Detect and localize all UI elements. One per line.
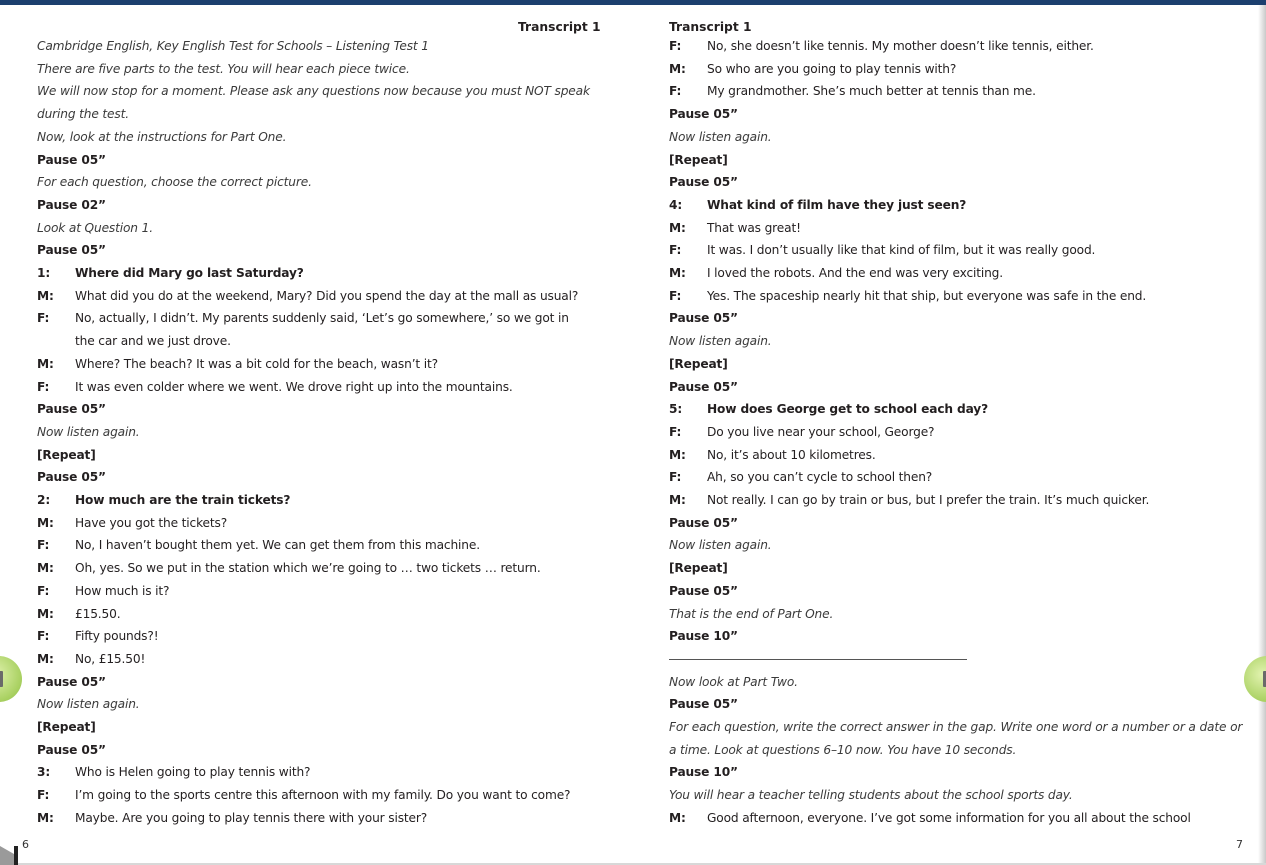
speaker-label: M:: [37, 561, 54, 576]
cue-text: Pause 05”: [669, 515, 738, 530]
speaker-label: M:: [669, 61, 686, 76]
speaker-label: M:: [37, 288, 54, 303]
instruction-text: during the test.: [37, 107, 129, 122]
speaker-label: M:: [37, 606, 54, 621]
cue-text: Pause 05”: [37, 152, 106, 167]
cue-text: Pause 10”: [669, 765, 738, 780]
speech-text: I loved the robots. And the end was very exciting.: [707, 266, 1003, 280]
cue-text: Pause 05”: [37, 470, 106, 485]
dialogue-line: [37, 287, 578, 305]
speaker-label: F:: [669, 470, 682, 485]
dialogue-line: [669, 219, 801, 237]
dialogue-line: [37, 514, 227, 532]
instruction-text: Now look at Part Two.: [669, 674, 798, 689]
cue-text: Pause 05”: [669, 697, 738, 712]
dialogue-line: [37, 536, 480, 554]
cue-text: Pause 05”: [669, 583, 738, 598]
cue-text: Pause 02”: [37, 197, 106, 212]
cue-text: Pause 10”: [669, 629, 738, 644]
speech-text: What did you do at the weekend, Mary? Did you spend the day at the mall as usual?: [75, 288, 579, 303]
instruction-text: For each question, choose the correct picture.: [37, 175, 312, 190]
cue-text: Pause 05”: [669, 107, 738, 122]
next-page-button[interactable]: [1244, 656, 1266, 702]
dialogue-line: [37, 582, 169, 600]
dialogue-line: [37, 809, 427, 827]
question-line: [37, 763, 310, 781]
page-edge-shadow: [1258, 5, 1266, 865]
instruction-text: We will now stop for a moment. Please ask any questions now because you must NOT speak: [37, 84, 590, 99]
speech-text: No, £15.50!: [75, 651, 146, 666]
cue-text: Pause 05”: [37, 402, 106, 417]
instruction-text: Now listen again.: [669, 129, 772, 144]
question-text: Where did Mary go last Saturday?: [75, 266, 304, 280]
instruction-text: Cambridge English, Key English Test for Schools – Listening Test 1: [37, 39, 429, 53]
speech-text: Where? The beach? It was a bit cold for the beach, wasn’t it?: [75, 356, 438, 371]
cue-text: Pause 05”: [37, 243, 106, 258]
dialogue-line: [37, 309, 569, 327]
question-number: 4:: [669, 197, 683, 212]
speech-text: Good afternoon, everyone. I’ve got some information for you all about the school: [707, 810, 1191, 825]
question-number: 5:: [669, 402, 683, 417]
question-line: [669, 196, 966, 214]
speaker-label: F:: [669, 84, 682, 99]
speech-text: No, I haven’t bought them yet. We can get them from this machine.: [75, 538, 480, 553]
speech-text: Oh, yes. So we put in the station which we’re going to … two tickets … return.: [75, 561, 541, 576]
speech-text: That was great!: [707, 220, 801, 235]
previous-page-button[interactable]: [0, 656, 22, 702]
cue-text: Pause 05”: [669, 175, 738, 190]
speaker-label: F:: [669, 39, 682, 53]
cue-text: Pause 05”: [37, 742, 106, 757]
speech-text: Ah, so you can’t cycle to school then?: [707, 470, 933, 485]
question-line: [37, 264, 304, 282]
page-heading: Transcript 1: [669, 20, 752, 34]
dialogue-continuation: the car and we just drove.: [75, 334, 231, 349]
speaker-label: F:: [669, 288, 682, 303]
dialogue-line: [37, 378, 513, 396]
speech-text: No, it’s about 10 kilometres.: [707, 447, 876, 462]
dialogue-line: [37, 650, 145, 668]
question-line: [669, 400, 988, 418]
speech-text: My grandmother. She’s much better at tennis than me.: [707, 84, 1036, 99]
dialogue-line: [669, 82, 1036, 100]
speaker-label: F:: [37, 311, 50, 326]
instruction-text: Now listen again.: [37, 697, 140, 712]
speaker-label: F:: [669, 424, 682, 439]
dialogue-line: [669, 468, 932, 486]
top-bar: [0, 0, 1266, 5]
speaker-label: F:: [669, 243, 682, 258]
dialogue-line: [37, 605, 120, 623]
instruction-text: Now listen again.: [37, 424, 140, 439]
speaker-label: M:: [37, 651, 54, 666]
speaker-label: M:: [37, 356, 54, 371]
instruction-text: That is the end of Part One.: [669, 606, 834, 621]
speaker-label: M:: [669, 220, 686, 235]
cue-text: [Repeat]: [669, 152, 728, 167]
cue-text: Pause 05”: [37, 674, 106, 689]
instruction-text: Look at Question 1.: [37, 220, 153, 235]
dialogue-line: [669, 60, 956, 78]
speech-text: £15.50.: [75, 606, 121, 621]
speech-text: Maybe. Are you going to play tennis there with your sister?: [75, 810, 428, 825]
page-number: 6: [22, 838, 29, 851]
speech-text: I’m going to the sports centre this afternoon with my family. Do you want to come?: [75, 788, 571, 803]
instruction-text: There are five parts to the test. You will hear each piece twice.: [37, 61, 410, 76]
speaker-label: F:: [37, 583, 50, 598]
speaker-label: M:: [669, 493, 686, 507]
cue-text: Pause 05”: [669, 379, 738, 394]
page-number: 7: [1236, 838, 1243, 851]
dialogue-line: [669, 423, 934, 441]
section-divider: [669, 659, 967, 660]
speaker-label: F:: [37, 538, 50, 553]
speech-text: So who are you going to play tennis with?: [707, 61, 957, 76]
cue-text: Pause 05”: [669, 311, 738, 326]
speech-text: Fifty pounds?!: [75, 629, 159, 644]
question-text: How much are the train tickets?: [75, 493, 291, 507]
speech-text: Yes. The spaceship nearly hit that ship, but everyone was safe in the end.: [707, 288, 1147, 303]
dialogue-line: [669, 264, 1003, 282]
dialogue-line: [669, 287, 1146, 305]
dialogue-line: [669, 491, 1149, 509]
instruction-text: Now listen again.: [669, 538, 772, 553]
speech-text: Have you got the tickets?: [75, 515, 228, 530]
speaker-label: F:: [37, 629, 50, 644]
dialogue-line: [669, 809, 1191, 827]
speech-text: It was. I don’t usually like that kind of film, but it was really good.: [707, 243, 1096, 258]
speaker-label: F:: [37, 788, 50, 803]
speaker-label: M:: [37, 810, 54, 825]
arrow-left-icon: [0, 671, 3, 687]
page-heading: Transcript 1: [518, 20, 601, 34]
dialogue-line: [37, 786, 570, 804]
dialogue-line: [37, 355, 438, 373]
dialogue-line: [669, 446, 876, 464]
question-number: 3:: [37, 765, 51, 780]
instruction-text: a time. Look at questions 6–10 now. You have 10 seconds.: [669, 742, 1017, 757]
dialogue-line: [669, 241, 1095, 259]
instruction-text: Now, look at the instructions for Part One.: [37, 129, 287, 144]
instruction-text: Now listen again.: [669, 334, 772, 349]
speech-text: Not really. I can go by train or bus, but I prefer the train. It’s much quicker.: [707, 493, 1150, 507]
cue-text: [Repeat]: [37, 720, 96, 734]
speaker-label: F:: [37, 379, 50, 394]
question-number: 1:: [37, 266, 51, 280]
dialogue-line: [669, 37, 1094, 55]
speech-text: No, actually, I didn’t. My parents suddenly said, ‘Let’s go somewhere,’ so we got in: [75, 311, 569, 326]
cue-text: [Repeat]: [669, 356, 728, 371]
speech-text: It was even colder where we went. We drove right up into the mountains.: [75, 379, 513, 394]
question-text: How does George get to school each day?: [707, 402, 989, 417]
question-text: What kind of film have they just seen?: [707, 197, 967, 212]
dialogue-line: [37, 627, 158, 645]
speaker-label: M:: [669, 266, 686, 280]
speaker-label: M:: [669, 810, 686, 825]
speech-text: How much is it?: [75, 583, 170, 598]
question-number: 2:: [37, 493, 51, 507]
cue-text: [Repeat]: [37, 447, 96, 462]
speech-text: Do you live near your school, George?: [707, 424, 935, 439]
instruction-text: You will hear a teacher telling students about the school sports day.: [669, 788, 1073, 803]
speaker-label: M:: [669, 447, 686, 462]
dialogue-line: [37, 559, 541, 577]
question-line: [37, 491, 290, 509]
question-text: Who is Helen going to play tennis with?: [75, 765, 311, 780]
speaker-label: M:: [37, 515, 54, 530]
speech-text: No, she doesn’t like tennis. My mother doesn’t like tennis, either.: [707, 39, 1094, 53]
cue-text: [Repeat]: [669, 561, 728, 576]
instruction-text: For each question, write the correct answer in the gap. Write one word or a number or a date or: [669, 720, 1243, 734]
